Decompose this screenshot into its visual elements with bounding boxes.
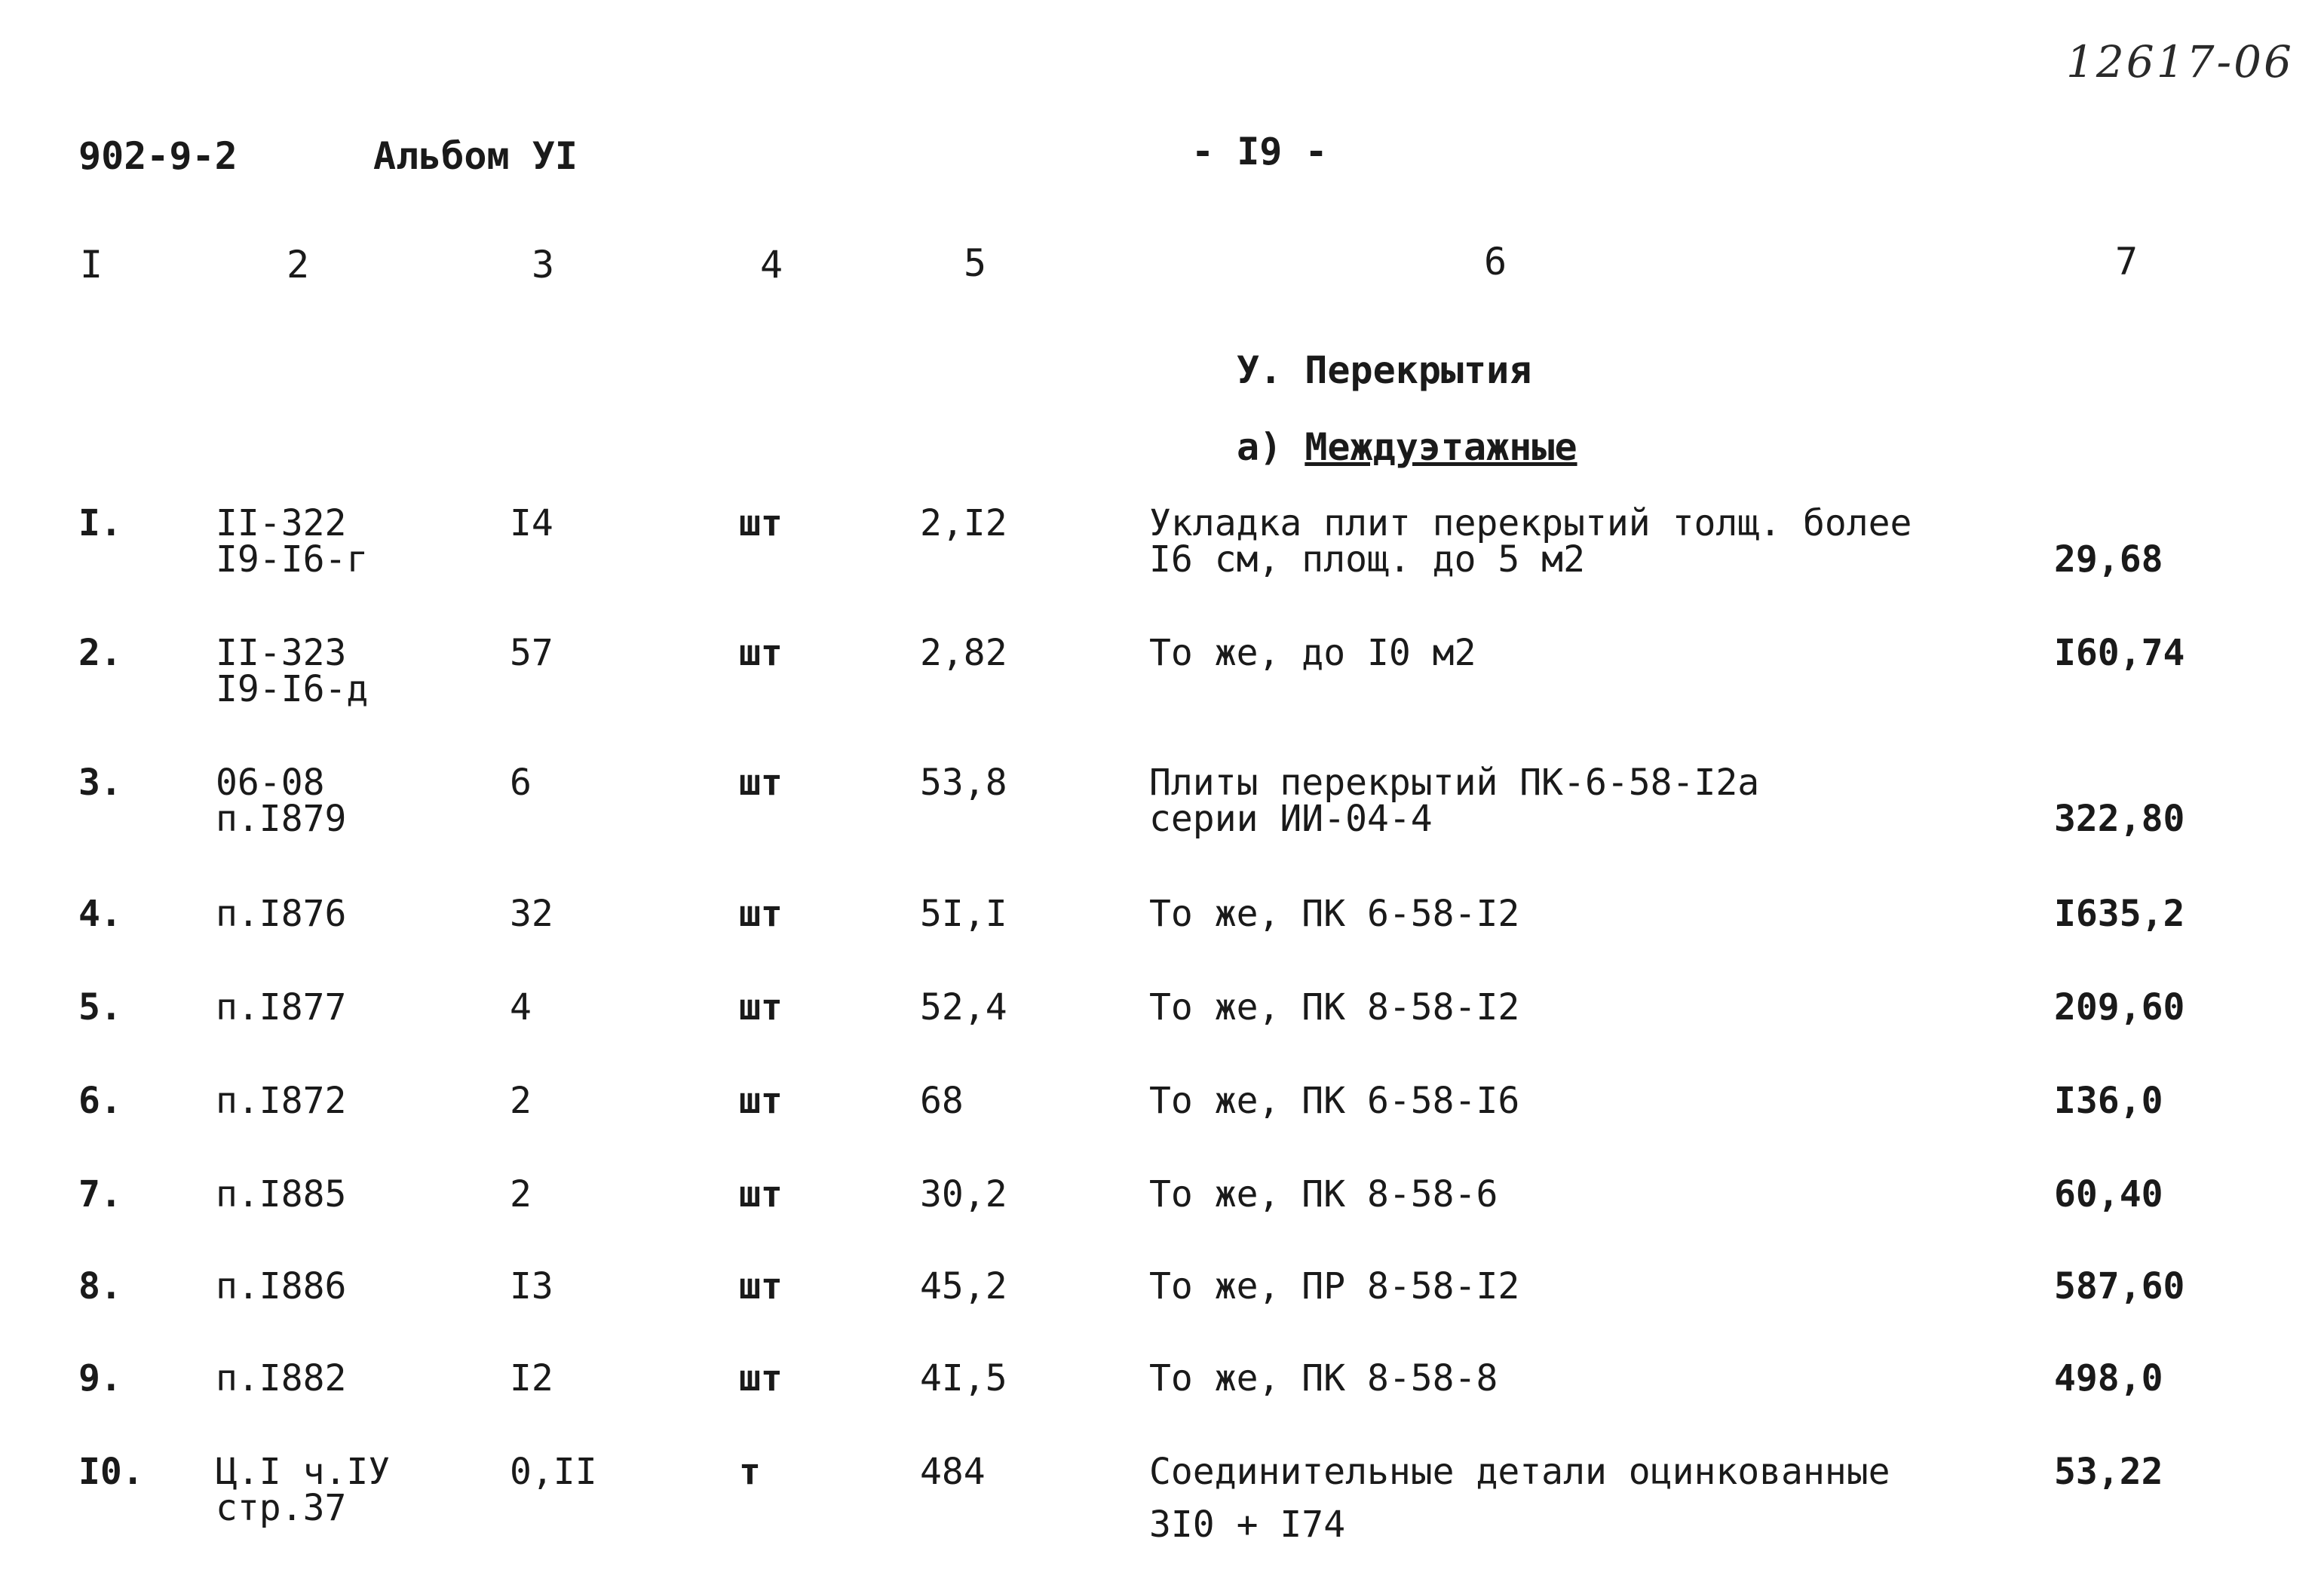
section-title: У. Перекрытия xyxy=(1237,348,1532,392)
norm-code: I9-I6-г xyxy=(216,538,369,581)
row-number: 7. xyxy=(78,1173,122,1215)
unit: шт xyxy=(739,986,783,1028)
unit: шт xyxy=(739,1265,783,1307)
unit-price: 53,8 xyxy=(920,762,1007,804)
quantity: I2 xyxy=(510,1357,553,1399)
row-number: 3. xyxy=(78,762,122,804)
unit-price: 5I,I xyxy=(920,893,1007,935)
quantity: 2 xyxy=(510,1173,532,1215)
quantity: I3 xyxy=(510,1265,553,1307)
column-number: I xyxy=(80,243,103,287)
row-number: 5. xyxy=(78,986,122,1028)
project-code: 902-9-2 xyxy=(78,134,238,178)
unit: шт xyxy=(739,1357,783,1399)
unit: шт xyxy=(739,762,783,804)
norm-code: п.I886 xyxy=(216,1265,347,1307)
quantity: 32 xyxy=(510,893,553,935)
unit-price: 30,2 xyxy=(920,1173,1007,1215)
section-subtitle xyxy=(1237,425,1577,469)
unit: шт xyxy=(739,1080,783,1122)
work-description: 3I0 + I74 xyxy=(1149,1504,1346,1546)
norm-code: Ц.I ч.IУ xyxy=(216,1451,391,1493)
total-cost: 322,80 xyxy=(2054,798,2185,840)
norm-code: I9-I6-д xyxy=(216,668,369,710)
column-number: 2 xyxy=(287,243,310,287)
norm-code: II-322 xyxy=(216,502,347,544)
unit: шт xyxy=(739,893,783,935)
work-description: То же, ПК 8-58-6 xyxy=(1149,1173,1498,1215)
unit-price: 4I,5 xyxy=(920,1357,1007,1399)
unit-price: 68 xyxy=(920,1080,964,1122)
total-cost: 60,40 xyxy=(2054,1173,2163,1215)
norm-code: 06-08 xyxy=(216,762,325,804)
subtitle-text: Междуэтажные xyxy=(1305,425,1577,469)
row-number: 2. xyxy=(78,632,122,674)
work-description: Плиты перекрытий ПК-6-58-I2а xyxy=(1149,762,1760,804)
norm-code: п.I877 xyxy=(216,986,347,1028)
quantity: I4 xyxy=(510,502,553,544)
total-cost: 587,60 xyxy=(2054,1265,2185,1307)
work-description: I6 см, площ. до 5 м2 xyxy=(1149,538,1585,581)
norm-code: п.I885 xyxy=(216,1173,347,1215)
unit-price: 2,I2 xyxy=(920,502,1007,544)
unit: шт xyxy=(739,632,783,674)
norm-code: II-323 xyxy=(216,632,347,674)
total-cost: 498,0 xyxy=(2054,1357,2163,1399)
norm-code: п.I882 xyxy=(216,1357,347,1399)
norm-code: п.I872 xyxy=(216,1080,347,1122)
row-number: 8. xyxy=(78,1265,122,1307)
work-description: То же, ПР 8-58-I2 xyxy=(1149,1265,1520,1307)
unit-price: 52,4 xyxy=(920,986,1007,1028)
unit: т xyxy=(739,1451,761,1493)
album-label: Альбом УI xyxy=(373,134,578,178)
work-description: То же, ПК 8-58-8 xyxy=(1149,1357,1498,1399)
total-cost: 53,22 xyxy=(2054,1451,2163,1493)
quantity: 4 xyxy=(510,986,532,1028)
column-number: 3 xyxy=(532,243,555,287)
unit: шт xyxy=(739,502,783,544)
column-number: 6 xyxy=(1484,240,1507,284)
total-cost: 209,60 xyxy=(2054,986,2185,1028)
column-number: 7 xyxy=(2115,240,2139,284)
unit-price: 45,2 xyxy=(920,1265,1007,1307)
quantity: 2 xyxy=(510,1080,532,1122)
total-cost: I60,74 xyxy=(2054,632,2185,674)
unit-price: 2,82 xyxy=(920,632,1007,674)
unit: шт xyxy=(739,1173,783,1215)
norm-code: п.I879 xyxy=(216,798,347,840)
work-description: Соединительные детали оцинкованные xyxy=(1149,1451,1890,1493)
quantity: 57 xyxy=(510,632,553,674)
row-number: I. xyxy=(78,502,122,544)
column-number: 5 xyxy=(964,241,987,285)
row-number: I0. xyxy=(78,1451,144,1493)
column-number: 4 xyxy=(760,243,783,287)
total-cost: I36,0 xyxy=(2054,1080,2163,1122)
document-number: 12617-06 xyxy=(2066,36,2294,87)
norm-code: п.I876 xyxy=(216,893,347,935)
quantity: 0,II xyxy=(510,1451,597,1493)
row-number: 4. xyxy=(78,893,122,935)
row-number: 9. xyxy=(78,1357,122,1399)
work-description: То же, ПК 6-58-I6 xyxy=(1149,1080,1520,1122)
quantity: 6 xyxy=(510,762,532,804)
subtitle-marker: а) xyxy=(1237,425,1283,469)
work-description: серии ИИ-04-4 xyxy=(1149,798,1433,840)
total-cost: 29,68 xyxy=(2054,538,2163,581)
work-description: То же, до I0 м2 xyxy=(1149,632,1476,674)
work-description: Укладка плит перекрытий толщ. более xyxy=(1149,502,1912,544)
total-cost: I635,2 xyxy=(2054,893,2185,935)
row-number: 6. xyxy=(78,1080,122,1122)
unit-price: 484 xyxy=(920,1451,986,1493)
work-description: То же, ПК 6-58-I2 xyxy=(1149,893,1520,935)
page-number: - I9 - xyxy=(1191,130,1328,173)
work-description: То же, ПК 8-58-I2 xyxy=(1149,986,1520,1028)
norm-code: стр.37 xyxy=(216,1487,347,1529)
